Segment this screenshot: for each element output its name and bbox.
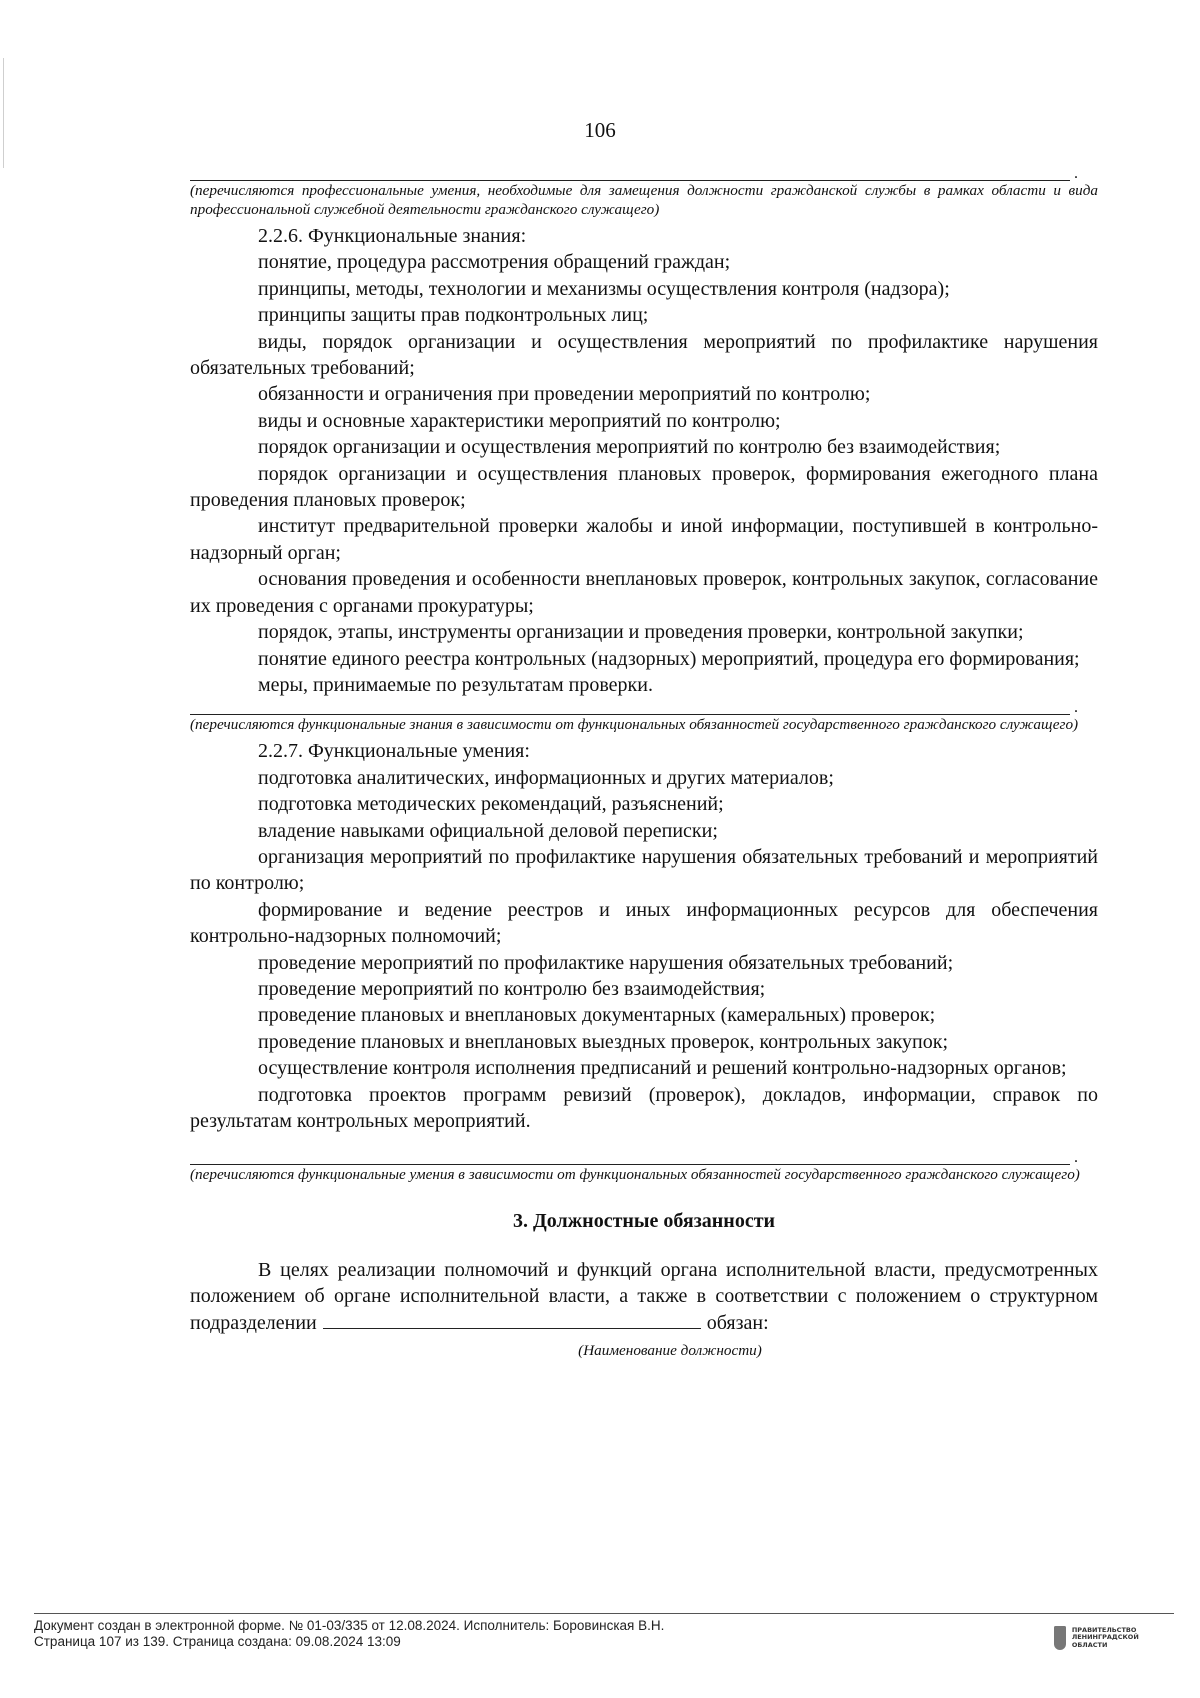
list-item: владение навыками официальной деловой переписки; [258,819,718,842]
section-226-heading: 2.2.6. Функциональные знания: [258,225,527,247]
coat-of-arms-icon [1054,1626,1066,1650]
footer-line-2: Страница 107 из 139. Страница создана: 09.08.2024 13:09 [34,1634,401,1649]
list-item: проведение мероприятий по контролю без взаимодействия; [258,977,766,1000]
list-item: организация мероприятий по профилактике нарушения обязательных требований и мероприятий по контролю; [190,845,1098,895]
list-item: подготовка аналитических, информационных и других материалов; [258,766,834,789]
section-3-paragraph [190,1257,1098,1336]
list-item: формирование и ведение реестров и иных информационных ресурсов для обеспечения контрольно-надзорных полномочий; [190,898,1098,948]
list-item: проведение мероприятий по профилактике нарушения обязательных требований; [258,951,954,974]
list-item: порядок, этапы, инструменты организации и проведения проверки, контрольной закупки; [258,621,1024,644]
list-item: подготовка проектов программ ревизий (проверок), докладов, информации, справок по результатам контрольных мероприятий. [190,1083,1098,1132]
list-item: проведение плановых и внеплановых документарных (камеральных) проверок; [258,1004,936,1027]
list-item: осуществление контроля исполнения предписаний и решений контрольно-надзорных органов; [258,1057,1067,1080]
list-item: виды и основные характеристики мероприятий по контролю; [258,409,781,432]
government-logo [1054,1622,1164,1654]
position-name-blank [323,1310,701,1329]
scan-edge-line [3,58,4,168]
list-item: порядок организации и осуществления мероприятий по контролю без взаимодействия; [258,436,1001,459]
list-item: обязанности и ограничения при проведении мероприятий по контролю; [258,383,871,406]
paragraph-text: В целях реализации полномочий и функций органа исполнительной власти, предусмотренных положением об органе исполнительной власти, а также в соответствии с положением о структурном подразделении [190,1258,1098,1334]
note-professional-skills: (перечисляются профессиональные умения, необходимые для замещения должности гражданской службы в рамках области и вида профессиональной служебной деятельности гражданского служащего) [190,182,1098,218]
section-227-heading: 2.2.7. Функциональные умения: [258,740,530,763]
list-item: понятие, процедура рассмотрения обращений граждан; [258,251,731,274]
footer-line-1: Документ создан в электронной форме. № 01-03/335 от 12.08.2024. Исполнитель: Боровинская В.Н. [34,1618,665,1633]
section-3-title: 3. Должностные обязанности [512,1210,776,1233]
list-item: основания проведения и особенности внеплановых проверок, контрольных закупок, согласование их проведения с органами прокуратуры; [190,568,1098,617]
blank-line [190,1162,1070,1165]
list-item: проведение плановых и внеплановых выездных проверок, контрольных закупок; [258,1030,949,1053]
section-227-list [190,765,1098,1135]
paragraph-end: обязан: [706,1311,769,1334]
document-body [190,178,1098,1364]
note-functional-skills: (перечисляются функциональные умения в зависимости от функциональных обязанностей государственного гражданского служащего) [190,1166,1080,1184]
note-functional-knowledge: (перечисляются функциональные знания в зависимости от функциональных обязанностей государственного гражданского служащего) [190,716,1079,734]
list-item: институт предварительной проверки жалобы и иной информации, поступившей в контрольно-надзорный орган; [190,515,1098,564]
list-item: принципы, методы, технологии и механизмы осуществления контроля (надзора); [258,277,950,300]
blank-line [190,712,1070,715]
list-item: понятие единого реестра контрольных (надзорных) мероприятий, процедура его формирования; [258,647,1080,670]
logo-text: ПРАВИТЕЛЬСТВО ЛЕНИНГРАДСКОЙ ОБЛАСТИ [1071,1625,1139,1649]
section-226-list [190,249,1098,698]
page-number: 106 [584,118,616,142]
document-footer [34,1613,1174,1650]
list-item: виды, порядок организации и осуществления мероприятий по профилактике нарушения обязательных требований; [190,330,1098,380]
list-item: подготовка методических рекомендаций, разъяснений; [258,793,724,816]
list-item: порядок организации и осуществления плановых проверок, формирования ежегодного плана проведения плановых проверок; [190,462,1098,512]
list-item: принципы защиты прав подконтрольных лиц; [258,304,649,327]
position-name-caption: (Наименование должности) [578,1342,762,1360]
list-item: меры, принимаемые по результатам проверки. [258,673,653,696]
blank-line [190,178,1070,181]
